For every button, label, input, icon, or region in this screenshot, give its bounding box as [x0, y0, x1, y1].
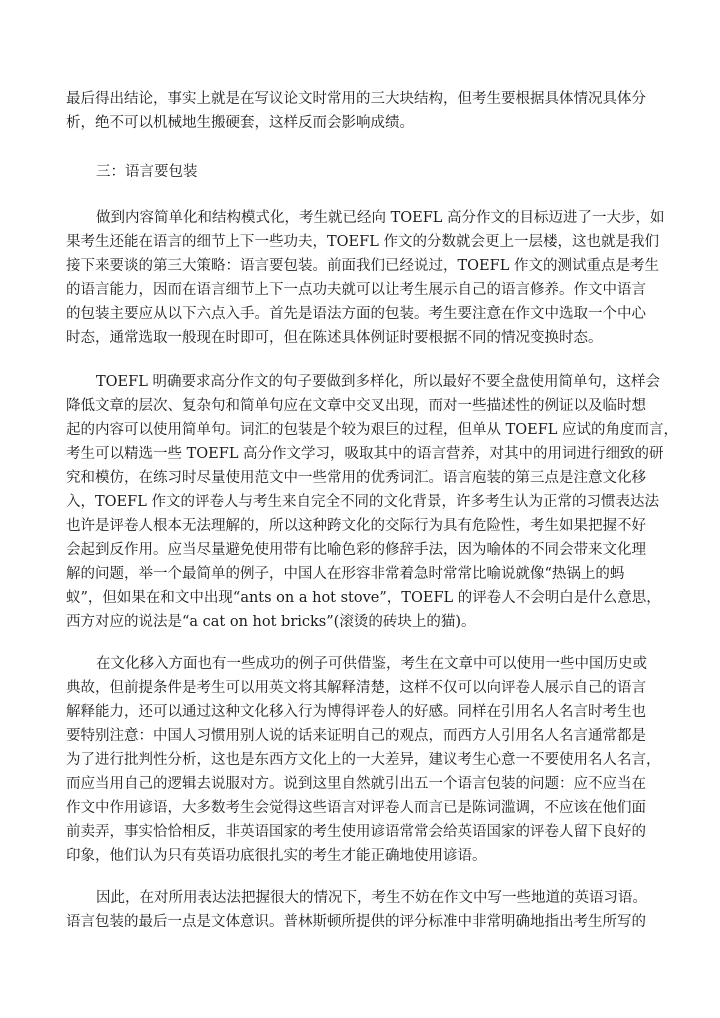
text-line: 要特别注意：中国人习惯用别人说的话来证明自己的观点，而西方人引用名人名言通常都是	[66, 728, 646, 744]
text-line: 果考生还能在语言的细节上下一些功夫，TOEFL 作文的分数就会更上一层楼，这也就是我们	[66, 234, 659, 250]
text-line: 解释能力，还可以通过这种文化移入行为博得评卷人的好感。同样在引用名人名言时考生也	[66, 704, 646, 720]
text-line: 考生可以精选一些 TOEFL 高分作文学习，吸取其中的语言营养，对其中的用词进行细致的研	[66, 446, 664, 462]
text-line: 作文中作用谚语，大多数考生会觉得这些语言对评卷人而言已是陈词滥调，不应该在他们面	[66, 800, 646, 816]
section-heading: 三：语言要包装	[96, 164, 198, 180]
text-line: 语言包装的最后一点是文体意识。普林斯顿所提供的评分标准中非常明确地指出考生所写的	[66, 914, 646, 930]
text-line: 最后得出结论，事实上就是在写议论文时常用的三大块结构，但考生要根据具体情况具体分	[66, 91, 646, 107]
text-line: 析，绝不可以机械地生搬硬套，这样反而会影响成绩。	[66, 115, 414, 131]
text-line: 降低文章的层次、复杂句和简单句应在文章中交叉出现，而对一些描述性的例证以及临时想	[66, 398, 646, 414]
text-line: 时态，通常选取一般现在时即可，但在陈述具体例证时要根据不同的情况变换时态。	[66, 330, 603, 346]
text-line: 起的内容可以使用简单句。词汇的包装是个较为艰巨的过程，但单从 TOEFL 应试的角度而言，	[66, 422, 679, 438]
text-line: 印象，他们认为只有英语功底很扎实的考生才能正确地使用谚语。	[66, 848, 487, 864]
text-line: 做到内容简单化和结构模式化，考生就已经向 TOEFL 高分作文的目标迈进了一大步，如	[96, 210, 665, 226]
text-line: 也许是评卷人根本无法理解的，所以这种跨文化的交际行为具有危险性，考生如果把握不好	[66, 518, 646, 534]
text-line: 为了进行批判性分析，这也是东西方文化上的一大差异，建议考生心意一不要使用名人名言，	[66, 752, 661, 768]
text-line: TOEFL 明确要求高分作文的句子要做到多样化，所以最好不要全盘使用简单句，这样会	[96, 374, 660, 390]
text-line: 蚁”，但如果在和文中出现“ants on a hot stove”，TOEFL 的评卷人不会明白是什么意思，	[66, 590, 661, 606]
text-line: 在文化移入方面也有一些成功的例子可供借鉴，考生在文章中可以使用一些中国历史或	[96, 656, 647, 672]
text-line: 西方对应的说法是“a cat on hot bricks”(滚烫的砖块上的猫)。	[66, 614, 476, 630]
text-line: 入，TOEFL 作文的评卷人与考生来自完全不同的文化背景，许多考生认为正常的习惯表达法	[66, 494, 659, 510]
text-line: 接下来要谈的第三大策略：语言要包装。前面我们已经说过，TOEFL 作文的测试重点是考生	[66, 258, 659, 274]
text-line: 的语言能力，因而在语言细节上下一点功夫就可以让考生展示自己的语言修养。作文中语言	[66, 282, 646, 298]
text-line: 典故，但前提条件是考生可以用英文将其解释清楚，这样不仅可以向评卷人展示自己的语言	[66, 680, 646, 696]
text-line: 究和模仿，在练习时尽量使用范文中一些常用的优秀词汇。语言庖装的第三点是注意文化移	[66, 470, 646, 486]
text-line: 因此，在对所用表达法把握很大的情况下，考生不妨在作文中写一些地道的英语习语。	[96, 890, 647, 906]
text-line: 而应当用自己的逻辑去说服对方。说到这里自然就引出五一个语言包装的问题：应不应当在	[66, 776, 646, 792]
text-line: 的包装主要应从以下六点入手。首先是语法方面的包装。考生要注意在作文中选取一个中心	[66, 306, 646, 322]
text-line: 前卖弄，事实恰恰相反，非英语国家的考生使用谚语常常会给英语国家的评卷人留下良好的	[66, 824, 646, 840]
text-line: 会起到反作用。应当尽量避免使用带有比喻色彩的修辞手法，因为喻体的不同会带来文化理	[66, 542, 646, 558]
text-line: 解的问题，举一个最简单的例子，中国人在形容非常着急时常常比喻说就像“热锅上的蚂	[66, 566, 625, 582]
